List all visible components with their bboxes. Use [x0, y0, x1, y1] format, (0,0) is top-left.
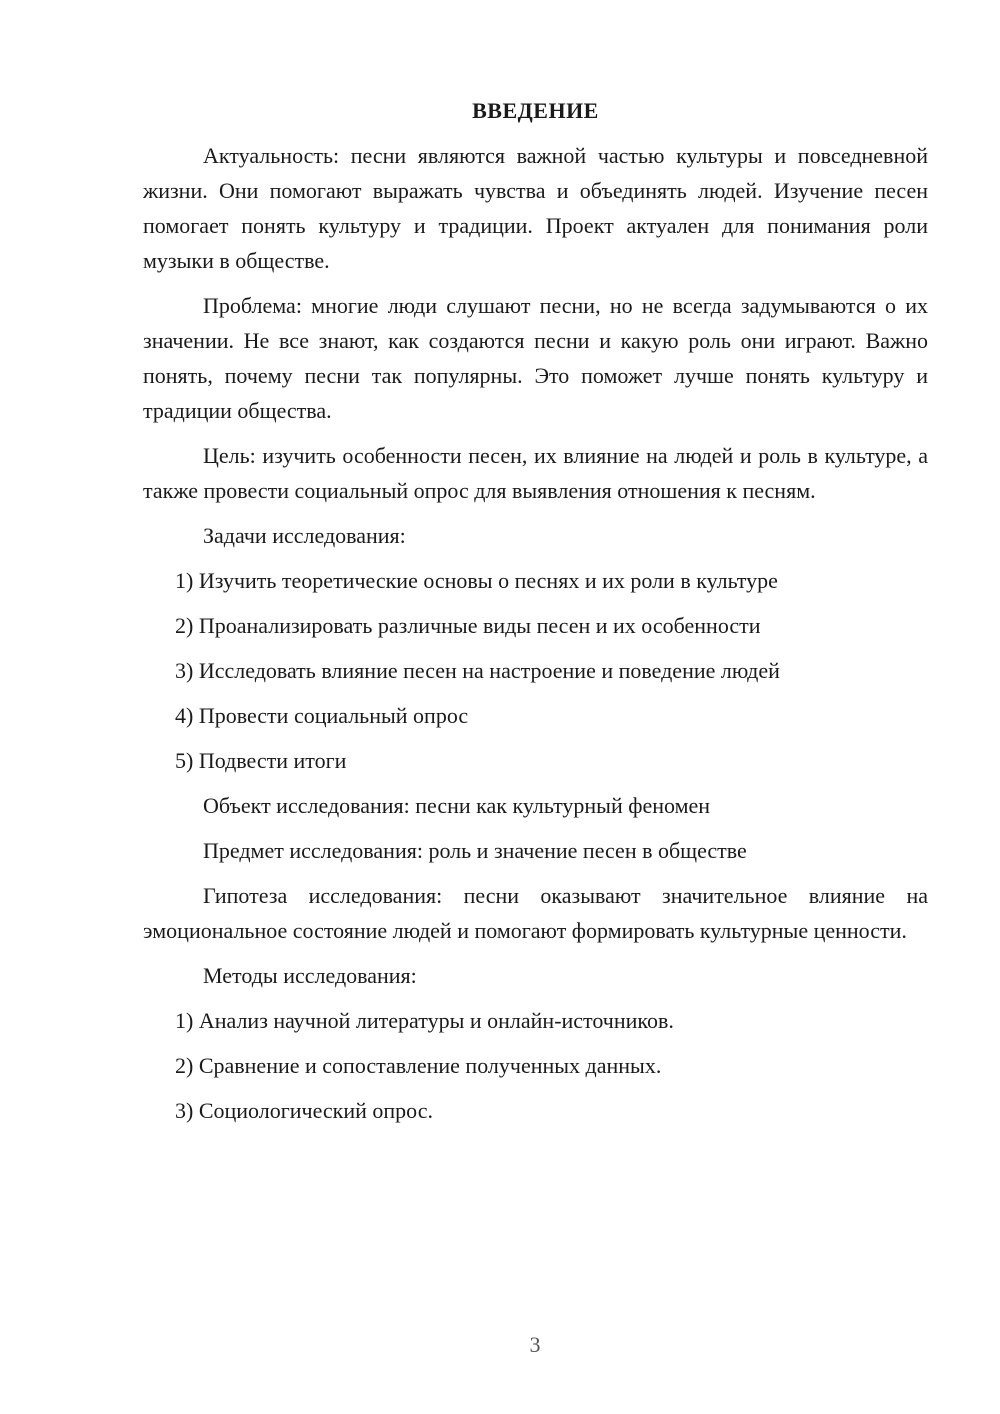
document-page	[143, 94, 928, 1138]
method-item: 2) Сравнение и сопоставление полученных данных.	[175, 1053, 662, 1078]
task-item: 2) Проанализировать различные виды песен и их особенности	[175, 613, 761, 638]
methods-heading: Методы исследования:	[203, 963, 417, 988]
hypothesis-paragraph: Гипотеза исследования: песни оказывают значительное влияние на эмоциональное состояние людей и помогают формировать культурные ценности.	[143, 883, 928, 943]
method-item: 3) Социологический опрос.	[175, 1098, 433, 1123]
problem-paragraph: Проблема: многие люди слушают песни, но не всегда задумываются о их значении. Не все знают, как создаются песни и какую роль они играют. Важно понять, почему песни так популярны. Это поможет лучше понять культуру и традиции общества.	[143, 293, 928, 423]
research-subject: Предмет исследования: роль и значение песен в обществе	[203, 838, 747, 863]
task-item: 1) Изучить теоретические основы о песнях и их роли в культуре	[175, 568, 778, 593]
page-number: 3	[529, 1332, 541, 1357]
task-item: 4) Провести социальный опрос	[175, 703, 469, 728]
task-item: 3) Исследовать влияние песен на настроение и поведение людей	[175, 658, 780, 683]
method-item: 1) Анализ научной литературы и онлайн-источников.	[175, 1008, 674, 1033]
goal-paragraph: Цель: изучить особенности песен, их влияние на людей и роль в культуре, а также провести социальный опрос для выявления отношения к песням.	[143, 443, 928, 503]
section-title: ВВЕДЕНИЕ	[472, 98, 599, 123]
task-item: 5) Подвести итоги	[175, 748, 347, 773]
research-object: Объект исследования: песни как культурный феномен	[203, 793, 711, 818]
tasks-heading: Задачи исследования:	[203, 523, 406, 548]
relevance-paragraph: Актуальность: песни являются важной частью культуры и повседневной жизни. Они помогают выражать чувства и объединять людей. Изучение песен помогает понять культуру и традиции. Проект актуален для понимания роли музыки в обществе.	[143, 143, 928, 273]
